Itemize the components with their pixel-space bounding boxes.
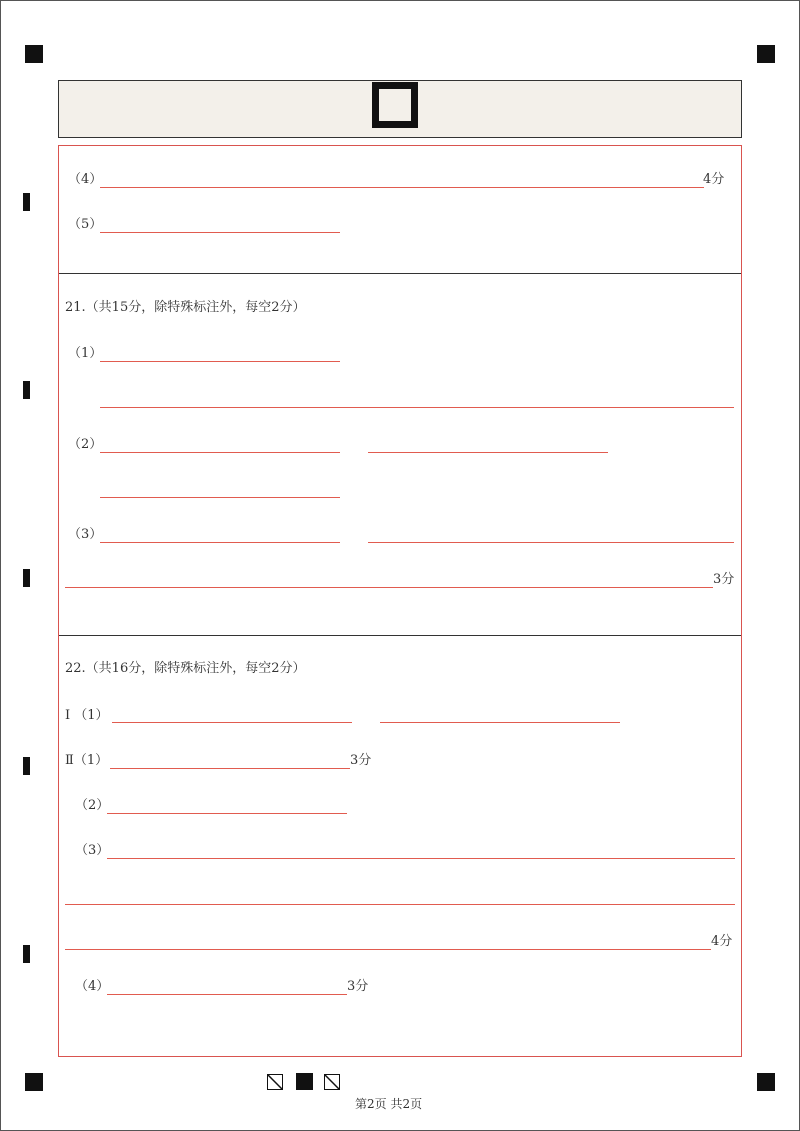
answer-line-q22-4[interactable] (107, 994, 347, 995)
timing-mark (23, 193, 30, 211)
section-divider (59, 273, 741, 274)
timing-mark (23, 757, 30, 775)
timing-mark (23, 381, 30, 399)
q22-part2-1-score: 3分 (350, 753, 372, 768)
question-22-title: 22.（共16分，除特殊标注外，每空2分） (65, 661, 306, 676)
answer-line-q22-2[interactable] (107, 813, 347, 814)
answer-line-q22-II1[interactable] (110, 768, 350, 769)
q22-part2-label: Ⅱ（1） (65, 753, 109, 768)
question-5-label: （5） (68, 217, 103, 232)
q22-part2-3-label: （3） (75, 843, 110, 858)
q21-part2-label: （2） (68, 437, 103, 452)
answer-line-q21-1a[interactable] (100, 361, 340, 362)
answer-line-q22-I1b[interactable] (380, 722, 620, 723)
timing-mark (23, 569, 30, 587)
registration-mark-top-left (25, 45, 43, 63)
answer-line-q4[interactable] (100, 187, 704, 188)
answer-line-q21-2a[interactable] (100, 452, 340, 453)
answer-line-q22-3b[interactable] (65, 904, 735, 905)
question-21-title: 21.（共15分，除特殊标注外，每空2分） (65, 300, 306, 315)
page-marker-hatched-box (324, 1074, 340, 1090)
q22-part2-4-score: 3分 (347, 979, 369, 994)
answer-area-frame (58, 145, 742, 1057)
q22-part2-4-label: （4） (75, 979, 110, 994)
timing-mark (23, 945, 30, 963)
answer-line-q21-1b[interactable] (100, 407, 734, 408)
answer-line-q21-2b[interactable] (368, 452, 608, 453)
registration-mark-bottom-right (757, 1073, 775, 1091)
section-divider (59, 635, 741, 636)
answer-line-q22-3a[interactable] (107, 858, 735, 859)
answer-line-q21-2c[interactable] (100, 497, 340, 498)
answer-line-q21-3b[interactable] (368, 542, 734, 543)
question-4-score: 4分 (703, 172, 725, 187)
q22-part2-2-label: （2） (75, 798, 110, 813)
answer-line-q21-3a[interactable] (100, 542, 340, 543)
registration-mark-bottom-left (25, 1073, 43, 1091)
answer-line-q21-3c[interactable] (65, 587, 713, 588)
q22-part2-3-score: 4分 (711, 934, 733, 949)
page-marker-hatched-box (267, 1074, 283, 1090)
page-number: 第2页 共2页 (355, 1097, 423, 1111)
answer-line-q5[interactable] (100, 232, 340, 233)
question-4-label: （4） (68, 172, 103, 187)
answer-line-q22-3c[interactable] (65, 949, 711, 950)
answer-line-q22-I1a[interactable] (112, 722, 352, 723)
registration-mark-top-right (757, 45, 775, 63)
q21-part3-label: （3） (68, 527, 103, 542)
header-square-mark (372, 82, 418, 128)
page-marker-solid-box (296, 1073, 313, 1090)
q21-part3-score: 3分 (713, 572, 735, 587)
q21-part1-label: （1） (68, 346, 103, 361)
q22-part1-label: Ⅰ （1） (65, 708, 109, 723)
